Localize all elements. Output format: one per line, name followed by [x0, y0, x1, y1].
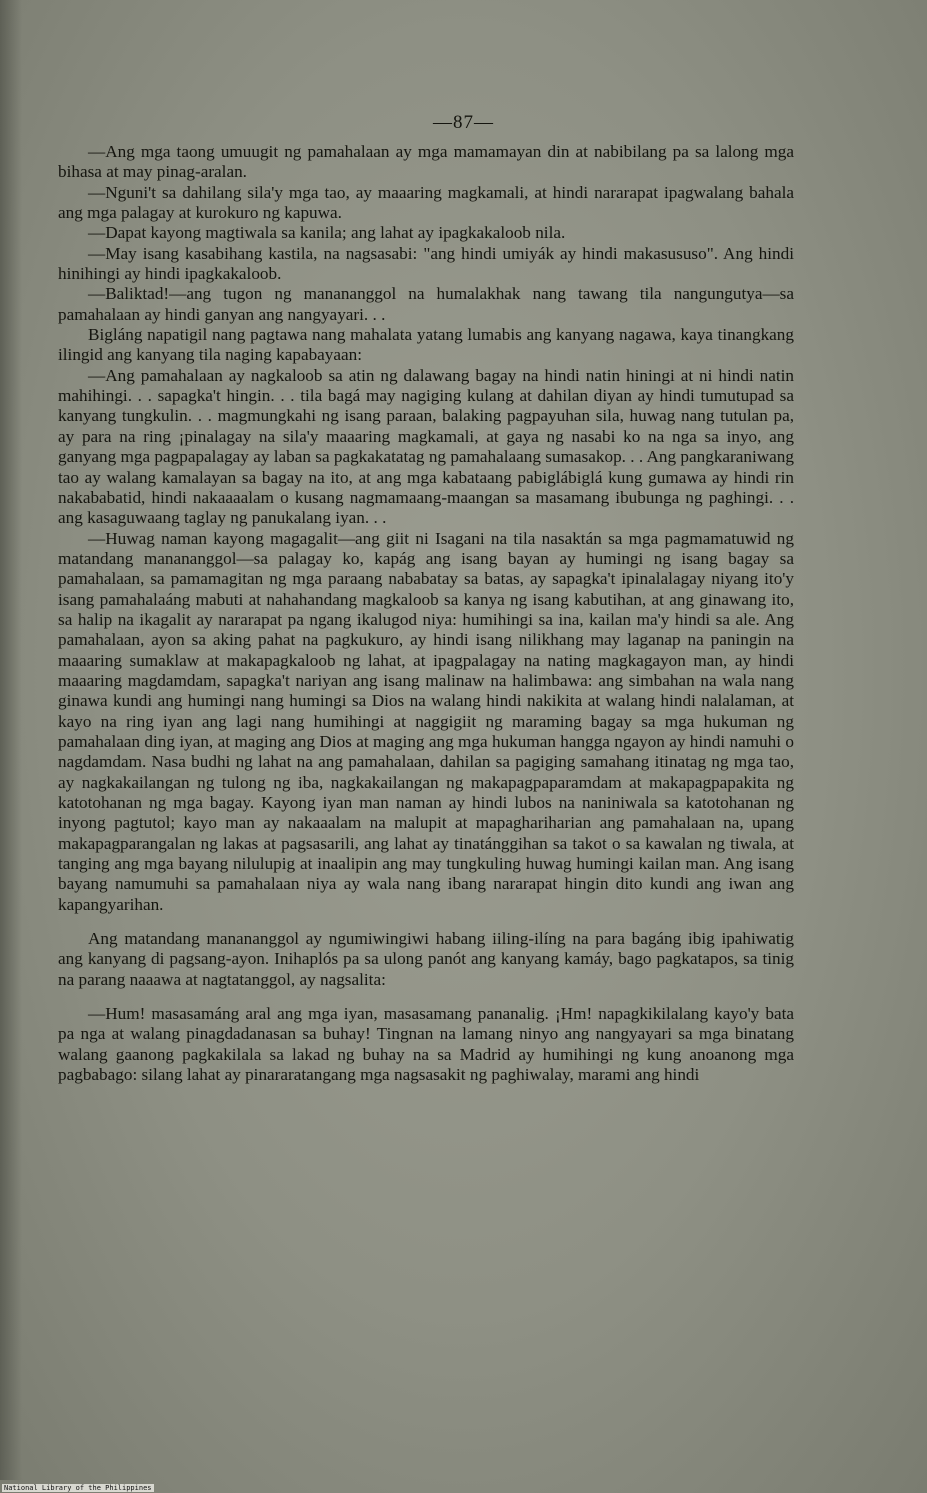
library-credit: National Library of the Philippines: [4, 1484, 152, 1492]
paragraph: —Ang pamahalaan ay nagkaloob sa atin ng dalawang bagay na hindi natin hiningi at ni hindi natin mahihingi. . . sapagka't hingin. . . tila bagá may nagiging kulang at dahilan diyan ay hindi tumutupad sa kanyang tungkulin. . . magmungkahi ng isang paraan, balaking pagpayuhan sila, huwag nang tutulan pa, ay para na ring ¡pinalagay na sila'y maaaring magkamali, at gaya ng nasabi ko na nga sa inyo, ang ganyang mga pagpapalagay ay laban sa pagkakatatag ng pamahalaang sumasakop. . . Ang pangkaraniwang tao ay walang kamalayan sa bagay na ito, at ang mga kabataang pabiglábiglá kung gumawa ay hindi rin nakababatid, hindi nakaaaalam o kusang nagmamaang-maangan sa masamang ibubunga ng paghingi. . . ang kasaguwaang taglay ng panukalang iyan. . .: [58, 365, 794, 528]
paragraph: —Dapat kayong magtiwala sa kanila; ang lahat ay ipagkakaloob nila.: [88, 223, 566, 243]
paragraph: —Nguni't sa dahilang sila'y mga tao, ay maaaring magkamali, at hindi nararapat ipagwalang bahala ang mga palagay at kurokuro ng kapuwa.: [58, 182, 794, 223]
paragraph: —Huwag naman kayong magagalit—ang giit ni Isagani na tila nasaktán sa mga pagmamatuwid ng matandang manananggol—sa palagay ko, kapág ang isang bayan ay humingi ng isang bagay sa pamahalaan, sa pamamagitan ng mga paraang nababatay sa batas, ay sapagka't ipinalalagay niyang ito'y isang pamahalaáng mabuti at nahahandang magkaloob sa kanya ng isang kabutihan, at ang ginawang ito, sa halip na ikagalit ay nararapat pa ngang ikalugod niya: humihingi sa ina, kailan ma'y hindi sa ale. Ang pamahalaan, ayon sa aking pahat na pagkukuro, ay hindi isang nilikhang may laganap na paningin na maaaring sumaklaw at makapagkaloob ng lahat, at ipagpalagay na nating magkagayon man, ay hindi maaaring magdamdam, sapagka't nariyan ang isang malinaw na halimbawa: ang simbahan na wala nang ginawa kundi ang humingi nang humingi sa Dios na walang hindi nakikita at walang hindi nalalaman, at kayo na ring iyan ang lagi nang humihingi at naggigiit ng maraming bagay sa mga hukuman ng pamahalaan ding iyan, at maging ang Dios at maging ang mga hukuman hangga ngayon ay hindi namuhi o nagdamdam. Nasa budhi ng lahat na ang pamahalaan, dahilan sa pagiging samahang itinatag ng mga tao, ay nagkakailangan ng tulong ng iba, nagkakailangan ng makapagpaparamdam at makapagpapakita ng katotohanan ng mga bagay. Kayong iyan man naman ay hindi lubos na naniniwala sa katotohanan ng inyong pagtutol; kayo man ay nakaaalam na malupit at mapaghariharian ang pamahalaan na, upang makapagparangalan ng lakas at pagsasarili, ang lahat ay tinatánggihan sa takot o sa kawalan ng tiwala, at tanging ang mga bayang nilulupig at inaalipin ang may tungkuling huwag humingi kailan man. Ang isang bayang namumuhi sa pamahalaan niya ay wala nang ibang nararapat hingin dito kundi ang iwan ang kapangyarihan.: [58, 528, 794, 914]
page-edge-shadow: [0, 0, 22, 1480]
paragraph: Ang matandang manananggol ay ngumiwingiwi habang iiling-ilíng na para bagáng ibig ipahiwatig ang kanyang di pagsang-ayon. Inihaplós pa sa ulong panót ang kanyang kamáy, bago pagkatapos, sa tinig na parang naaawa at nagtatanggol, ay nagsalita:: [58, 929, 794, 989]
paragraph: —Ang mga taong umuugit ng pamahalaan ay mga mamamayan din at nabibilang pa sa lalong mga bihasa at may pinag-aralan.: [58, 142, 794, 182]
body-text: [58, 142, 794, 1085]
page-number: —87—: [433, 112, 494, 133]
paragraph: —Hum! masasamáng aral ang mga iyan, masasamang pananalig. ¡Hm! napagkikilalang kayo'y bata pa nga at walang pinagdadanasan sa buhay! Tingnan na lamang ninyo ang nangyayari sa mga binatang walang gaanong pagkakilala sa lakad ng buhay na sa Madrid ay humihingi ng kung anoanong mga pagbabago: silang lahat ay pinararatangang mga nagsasakit ng paghiwalay, marami ang hindi: [58, 1004, 794, 1085]
paragraph: —Baliktad!—ang tugon ng manananggol na humalakhak nang tawang tila nangungutya—sa pamahalaan ay hindi ganyan ang nangyayari. . .: [58, 284, 794, 324]
paragraph: Bigláng napatigil nang pagtawa nang mahalata yatang lumabis ang kanyang nagawa, kaya tinangkang ilingid ang kanyang tila naging kapabayaan:: [58, 325, 794, 365]
paragraph: —May isang kasabihang kastila, na nagsasabi: "ang hindi umiyák ay hindi makasususo". Ang hindi hinihingi ay hindi ipagkakaloob.: [58, 243, 794, 284]
